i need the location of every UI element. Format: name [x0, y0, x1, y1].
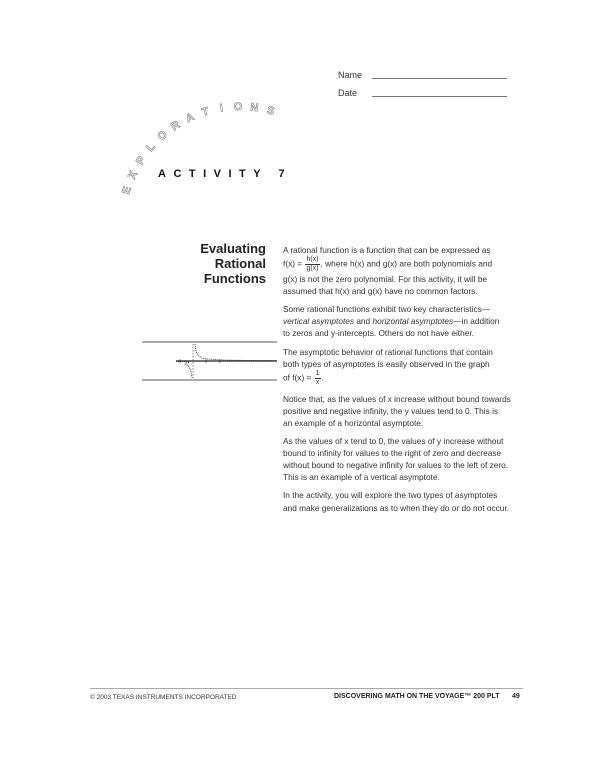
- arc-letter: P: [134, 154, 149, 168]
- arc-letter: I: [219, 102, 224, 115]
- paragraph-horizontal-asymptote: Notice that, as the values of x increase without bound towards positive and negative infinity, the y values tend to 0. This is an example of a horizontal asymptote.: [283, 393, 511, 428]
- name-label: Name: [338, 70, 363, 80]
- page-title: [150, 241, 266, 286]
- paragraph-vertical-asymptote: As the values of x tend to 0, the values of y increase without bound to infinity for values to the right of zero and decrease without bound to negative infinity for values to the left of zero. This is an example of a vertical asymptote.: [283, 436, 509, 483]
- reciprocal-graph: [140, 340, 280, 385]
- paragraph-definition: A rational function is a function that can be expressed as f(x) = $\frac{h(x)}{g(x)}$ , where h(x) and g(x) are both polynomials and g(x) is not the zero polynomial. For this activity, it will be assumed that h(x) and g(x) have no common factors.: [283, 245, 493, 297]
- curve-negative-branch: [176, 362, 192, 379]
- arc-letter: O: [155, 128, 170, 144]
- activity-number: ACTIVITY 7: [158, 168, 293, 180]
- title-line-3: Functions: [203, 271, 266, 286]
- title-line-1: Evaluating: [200, 241, 266, 256]
- arc-letter: L: [144, 141, 158, 155]
- name-field[interactable]: [372, 78, 507, 79]
- arc-letter: R: [169, 118, 183, 134]
- arc-letter: O: [233, 100, 243, 114]
- arc-letter: X: [126, 169, 141, 181]
- arc-letter: T: [200, 105, 211, 119]
- page-number: 49: [512, 693, 520, 700]
- title-line-2: Rational: [214, 256, 266, 271]
- arc-letter: A: [183, 110, 197, 126]
- arc-letter: E: [120, 185, 134, 196]
- fraction-one-over-x: $\frac{1}{x}$: [315, 369, 320, 386]
- book-title: DISCOVERING MATH ON THE VOYAGE™ 200 PLT: [334, 693, 500, 700]
- paragraph-graph-intro: The asymptotic behavior of rational functions that contain both types of asymptotes is easily observed in the graph of f(x) = $\frac{1}{x}$ .: [283, 346, 493, 386]
- paragraph-characteristics: Some rational functions exhibit two key characteristics— vertical asymptotes and horizontal asymptotes—in addition to zeros and y-intercepts. Others do not have either.: [283, 304, 500, 339]
- arc-letter: N: [249, 101, 260, 115]
- explorations-arc-banner: [100, 90, 276, 220]
- date-field[interactable]: [372, 96, 507, 97]
- copyright-notice: © 2003 TEXAS INSTRUMENTS INCORPORATED: [90, 694, 237, 701]
- arc-letter: S: [265, 104, 276, 118]
- body-text: [283, 244, 538, 520]
- footer-divider: [90, 688, 523, 689]
- paragraph-activity-summary: In the activity, you will explore the two types of asymptotes and make generalizations as to when they do or do not occur.: [283, 490, 510, 513]
- curve-positive-branch: [195, 344, 277, 361]
- date-label: Date: [338, 88, 358, 98]
- fraction-h-over-g: $\frac{h(x)}{g(x)}$: [306, 256, 319, 273]
